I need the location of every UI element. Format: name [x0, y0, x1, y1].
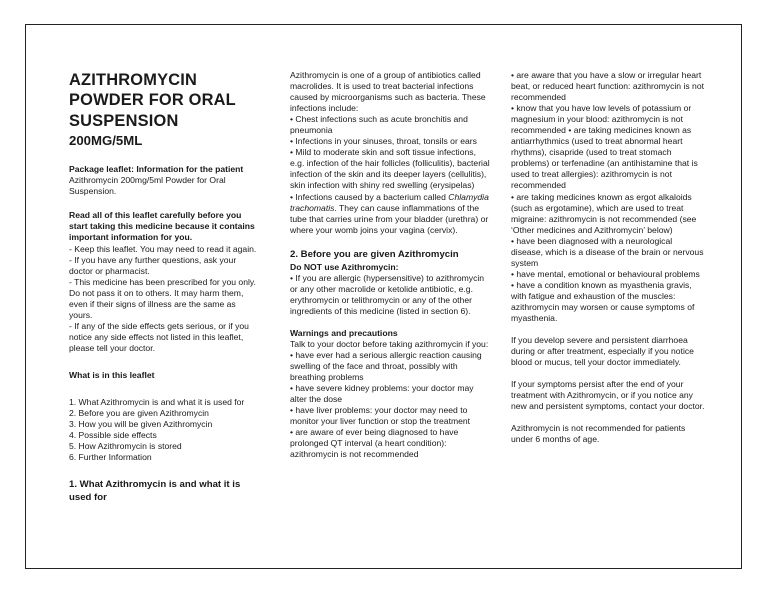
diarrhoea-paragraph: If you develop severe and persistent diarrhoea during or after treatment, especially if you notice blood or mucus, tell your doctor immediately. [511, 335, 694, 368]
section1-heading: 1. What Azithromycin is and what it is used for [69, 479, 241, 504]
list-item: • have a condition known as myasthenia gravis, with fatigue and exhaustion of the muscles: azithromycin may worsen or cause symptoms of myasthenia. [511, 279, 695, 324]
list-item: - If any of the side effects gets serious, or if you notice any side effects not listed in this leaflet, please tell your doctor. [69, 320, 249, 353]
column-left [69, 70, 259, 505]
warnings-heading: Warnings and precautions [290, 327, 398, 338]
read-leaflet-list [69, 244, 259, 354]
toc-list [69, 397, 259, 463]
list-item: • have severe kidney problems: your doctor may alter the dose [290, 382, 474, 405]
list-item: • have ever had a serious allergic reaction causing swelling of the face and throat, possibly with breathing problems [290, 349, 482, 382]
list-item: • are taking medicines known as ergot alkaloids (such as ergotamine), which are used to treat migraine: azithromycin is not recommended (see ‘Other medicines and Azithromycin’ below) [511, 191, 697, 235]
toc-item: 4. Possible side effects [69, 430, 157, 441]
do-not-use-heading: Do NOT use Azithromycin: [290, 261, 399, 272]
list-item: • know that you have low levels of potassium or magnesium in your blood: azithromycin is not recommended • are taking medicines known as antiarrhythmics (used to treat abnormal heart rhythms), cisapride (used to treat stomach problems) or terfenadine (an antihistamine that is used to treat allergies): azithromycin is not recommended [511, 103, 698, 191]
list-item: - If you have any further questions, ask your doctor or pharmacist. [69, 254, 237, 276]
package-leaflet-text: Azithromycin 200mg/5ml Powder for Oral Suspension. [69, 175, 226, 197]
list-item: • have been diagnosed with a neurological disease, which is a disease of the brain or nervous system [511, 235, 704, 268]
list-item: - Keep this leaflet. You may need to read it again. [69, 243, 257, 254]
toc-item: 6. Further Information [69, 452, 152, 463]
section2-heading: 2. Before you are given Azithromycin [290, 248, 459, 260]
list-item: • are aware of ever being diagnosed to have prolonged QT interval (a heart condition): azithromycin is not recommended [290, 427, 459, 460]
list-item: • Mild to moderate skin and soft tissue infections, e.g. infection of the hair follicles (folliculitis), bacterial infection of the skin and its deeper layers (cellulitis), skin infection with shiny red swelling (erysipelas) [290, 147, 490, 191]
document-title: AZITHROMYCIN POWDER FOR ORAL SUSPENSION [69, 71, 236, 130]
warnings-intro: Talk to your doctor before taking azithromycin if you: [290, 338, 489, 349]
list-item: • are aware that you have a slow or irregular heart beat, or reduced heart function: azithromycin is not recommended [511, 70, 704, 103]
column-middle [290, 70, 490, 460]
read-leaflet-heading: Read all of this leaflet carefully before you start taking this medicine because it contains important information for you. [69, 210, 255, 243]
column-right [511, 70, 706, 445]
toc-item: 5. How Azithromycin is stored [69, 441, 182, 452]
package-leaflet-heading: Package leaflet: Information for the patient [69, 164, 244, 175]
age-restriction-paragraph: Azithromycin is not recommended for patients under 6 months of age. [511, 423, 686, 445]
list-item: • Chest infections such as acute bronchitis and pneumonia [290, 114, 468, 136]
list-item: • Infections in your sinuses, throat, tonsils or ears [290, 136, 477, 147]
list-item: - This medicine has been prescribed for you only. Do not pass it on to others. It may harm them, even if their signs of illness are the same as yours. [69, 276, 256, 320]
toc-item: 1. What Azithromycin is and what it is used for [69, 397, 245, 408]
document-subtitle: 200MG/5ML [69, 133, 143, 149]
symptoms-persist-paragraph: If your symptoms persist after the end of your treatment with Azithromycin, or if you notice any new and persistent symptoms, contact your doctor. [511, 379, 705, 412]
toc-heading: What is in this leaflet [69, 369, 155, 380]
list-item: • have liver problems: your doctor may need to monitor your liver function or stop the treatment [290, 405, 471, 427]
list-item: • Infections caused by a bacterium called Chlamydia trachomatis. They can cause inflammations of the tube that carries urine from your bladder (urethra) or where your womb joins your vagina (cervix). [290, 191, 489, 235]
do-not-use-text: • If you are allergic (hypersensitive) to azithromycin or any other macrolide or ketolide antibiotic, e.g. erythromycin or telithromycin or any of the other ingredients of this medicine (listed in section 6). [290, 272, 485, 316]
toc-item: 3. How you will be given Azithromycin [69, 419, 213, 430]
list-item: • have mental, emotional or behavioural problems [511, 268, 700, 279]
toc-item: 2. Before you are given Azithromycin [69, 408, 209, 419]
intro-text: Azithromycin is one of a group of antibiotics called macrolides. It is used to treat bacterial infections caused by microorganisms such as bacteria. These infections include: [290, 70, 486, 114]
